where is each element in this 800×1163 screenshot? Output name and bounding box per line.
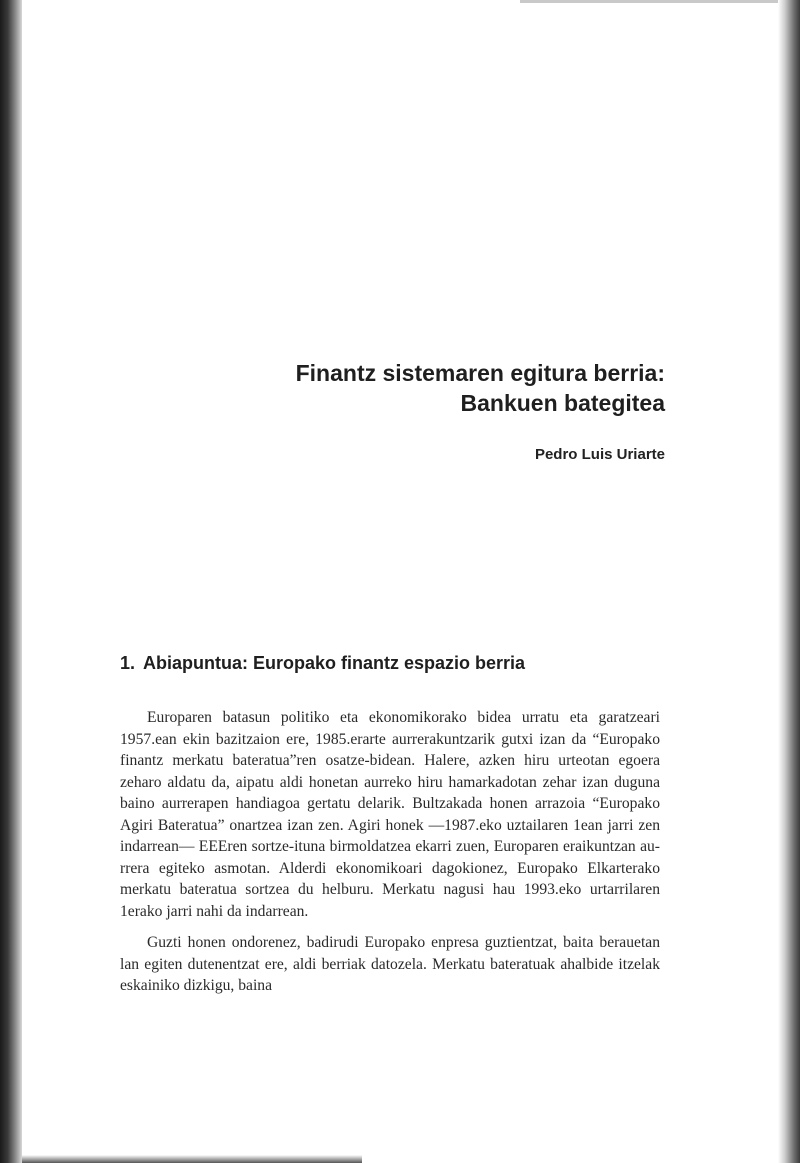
body-text — [120, 707, 660, 1007]
section-heading — [120, 652, 680, 674]
scan-left-edge-shadow — [0, 0, 22, 1163]
scan-right-edge-shadow — [778, 0, 800, 1163]
section-heading-text: Abiapuntua: Europako finantz espazio berria — [143, 653, 526, 673]
body-paragraph-2: Guzti honen ondorenez, badirudi Europako enpresa guztientzat, baita berauetan lan egiten dutenentzat ere, aldi berriak datozela. Merkatu bateratuak ahalbide itzelak eskainiko dizkigu, baina — [120, 934, 660, 994]
scan-top-edge-mark — [520, 0, 778, 3]
article-title-line-1: Finantz sistemaren egitura berria: — [295, 360, 665, 386]
scan-bottom-edge-shadow — [22, 1155, 362, 1163]
body-paragraph-1: Europaren batasun politiko eta ekonomikorako bidea urratu eta garatzeari 1957.ean ekin bazitzaion ere, 1985.erarte aurrerakuntzarik gutxi izan da “Europako finantz merkatu bateratua”ren osatze-bidean. Halere, azken hiru urteotan egoera zeharo aldatu da, aipatu aldi honetan aurreko hiru hamarkadotan zehar izan duguna baino aurrerapen handiagoa gertatu delarik. Bultzakada honen arrazoia “Europako Agiri Bateratua” onartzea izan zen. Agiri honek —1987.eko uztailaren 1ean jarri zen indarrean— EEEren sortze-ituna birmoldatzea ekarri zuen, Europaren eraikuntzan aurrera egiteko asmotan. Alderdi ekonomikoari dagokionez, Europako Elkarterako merkatu bateratua sortzea du helburu. Merkatu nagusi hau 1993.eko urtarrilaren 1erako jarri nahi da indarrean. — [120, 709, 660, 920]
article-title-line-2: Bankuen bategitea — [460, 390, 665, 416]
section-number: 1. — [120, 653, 136, 673]
article-title — [65, 358, 665, 418]
article-author: Pedro Luis Uriarte — [534, 446, 665, 463]
